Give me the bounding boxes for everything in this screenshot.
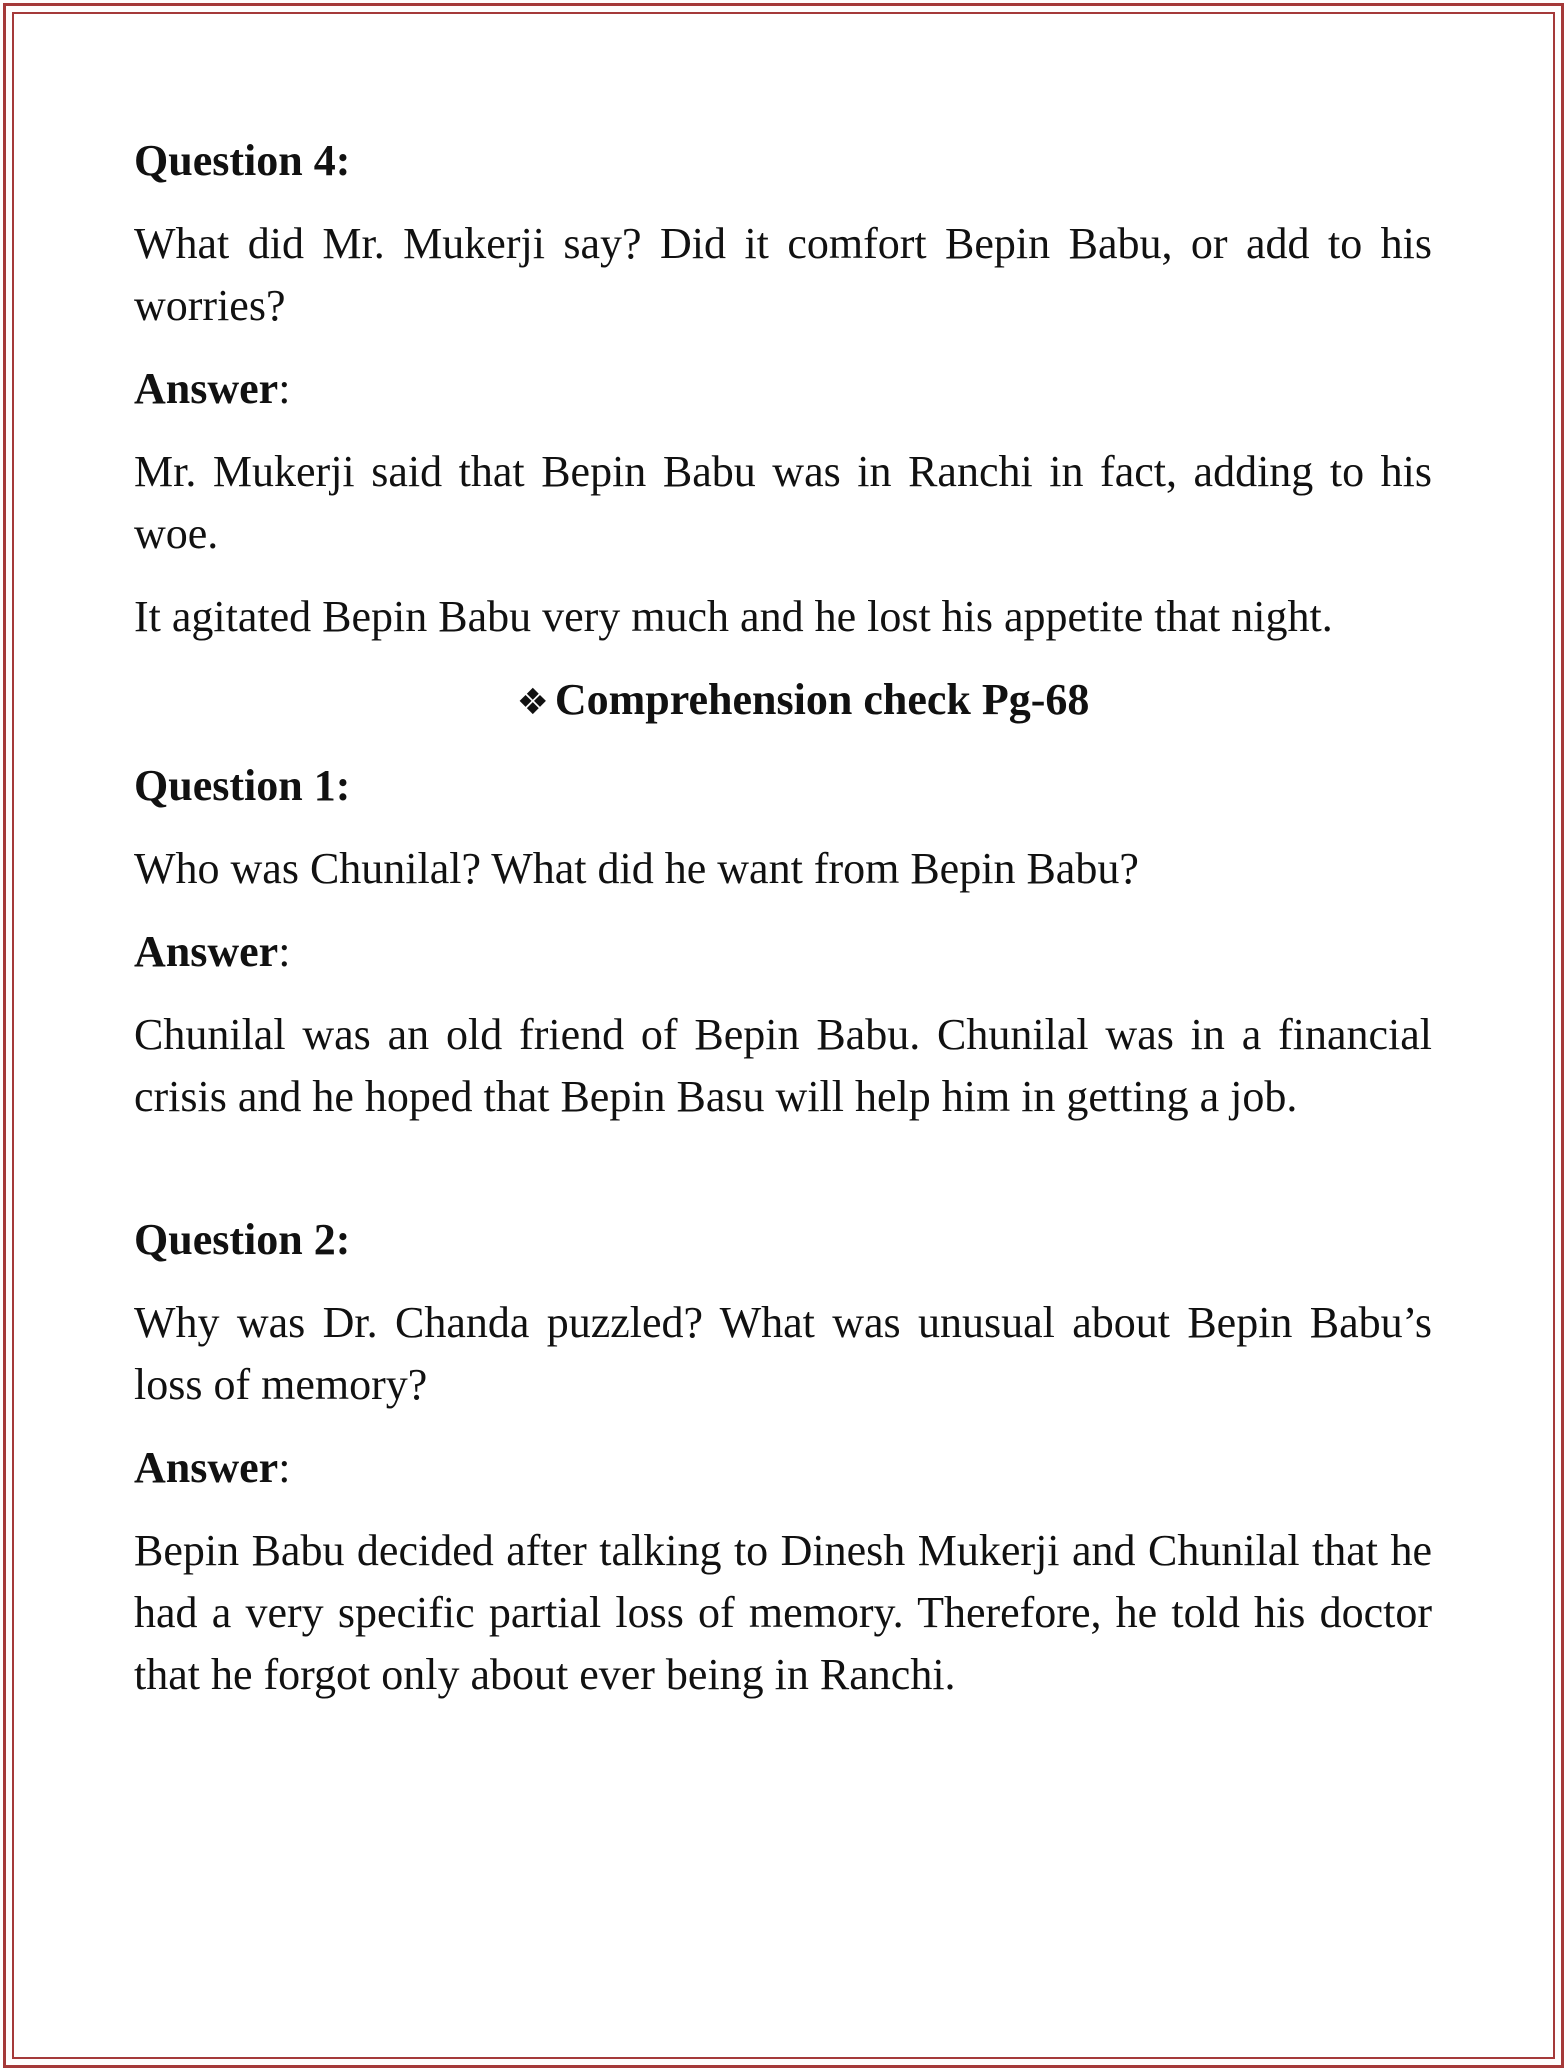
question-4-answer-paragraph-1: Mr. Mukerji said that Bepin Babu was in Ranchi in fact, adding to his woe. [134, 447, 1432, 558]
document-content [134, 130, 1432, 1727]
question-1-text: Who was Chunilal? What did he want from Bepin Babu? [134, 844, 1139, 893]
answer-label-text: Answer [134, 364, 279, 413]
question-2-text: Why was Dr. Chanda puzzled? What was unusual about Bepin Babu’s loss of memory? [134, 1298, 1432, 1409]
question-2-heading: Question 2: [134, 1215, 351, 1264]
question-4-heading: Question 4: [134, 136, 351, 185]
answer-label-colon: : [278, 1443, 291, 1492]
question-4-text: What did Mr. Mukerji say? Did it comfort Bepin Babu, or add to his worries? [134, 219, 1432, 330]
vertical-spacer [134, 1149, 1432, 1209]
answer-label-colon: : [278, 364, 291, 413]
section-heading [134, 669, 1432, 734]
question-4-answer-paragraph-2: It agitated Bepin Babu very much and he lost his appetite that night. [134, 592, 1333, 641]
question-1-answer-label [134, 921, 1432, 983]
question-2-answer-paragraph-1: Bepin Babu decided after talking to Dinesh Mukerji and Chunilal that he had a very specific partial loss of memory. Therefore, he told his doctor that he forgot only about ever being in Ranchi. [134, 1526, 1432, 1699]
question-1-heading: Question 1: [134, 761, 351, 810]
section-heading-text: Comprehension check Pg-68 [554, 675, 1090, 724]
diamond-bullet-icon: ❖ [516, 682, 549, 723]
answer-label-colon: : [278, 927, 291, 976]
question-2-answer-label [134, 1437, 1432, 1499]
question-4-answer-label [134, 358, 1432, 420]
answer-label-text: Answer [134, 1443, 279, 1492]
answer-label-text: Answer [134, 927, 279, 976]
question-1-answer-paragraph-1: Chunilal was an old friend of Bepin Babu. Chunilal was in a financial crisis and he hoped that Bepin Basu will help him in getting a job. [134, 1010, 1432, 1121]
